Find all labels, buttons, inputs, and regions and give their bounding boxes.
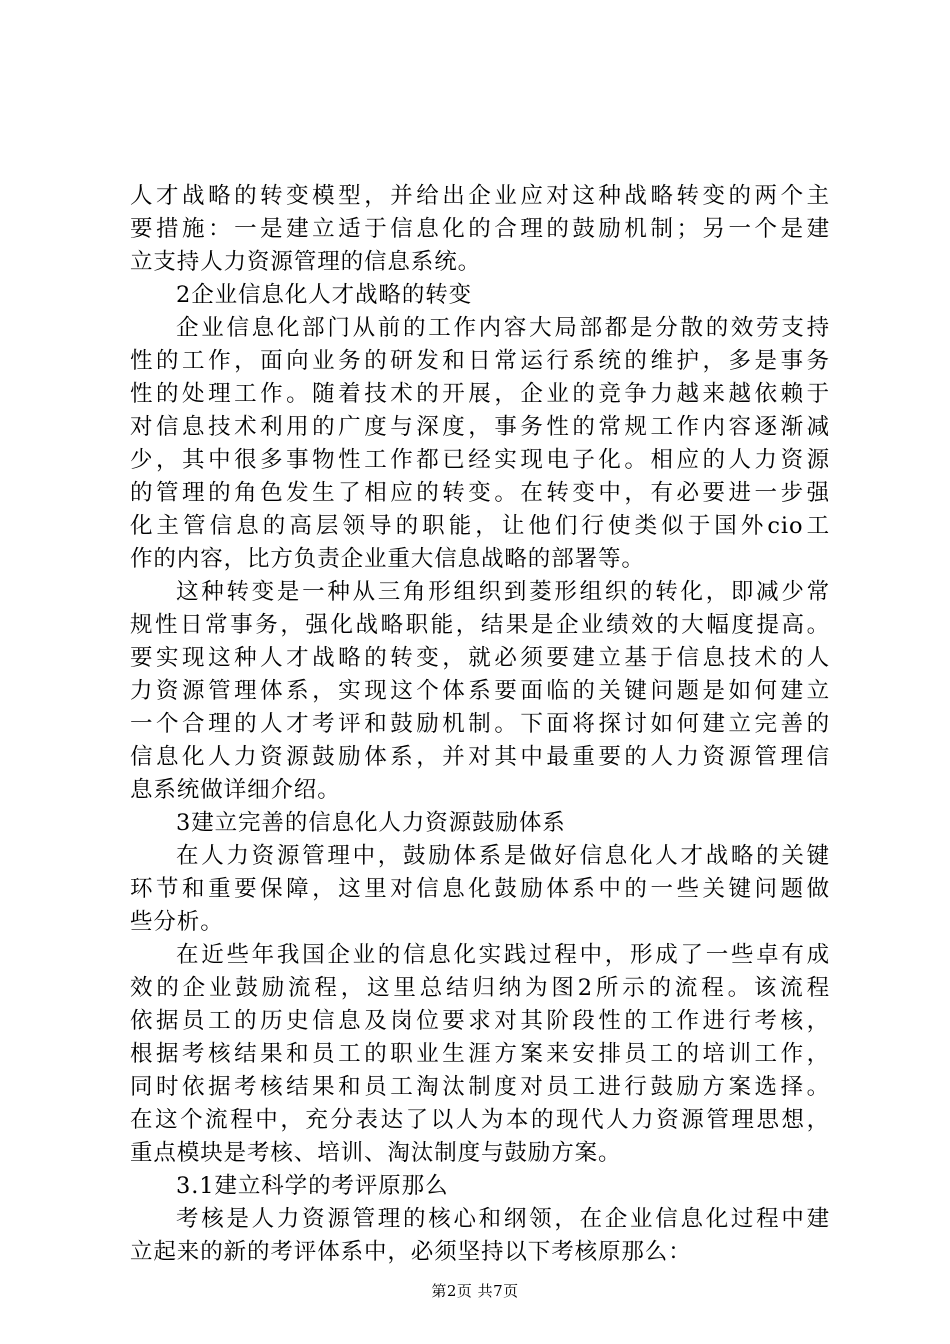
text-line: 立起来的新的考评体系中，必须坚持以下考核原那么： [130,1239,692,1265]
text-line: 力资源管理体系，实现这个体系要面临的关键问题是如何建立 [130,678,830,704]
text-line: 环节和重要保障，这里对信息化鼓励体系中的一些关键问题做 [130,876,830,902]
text-line: 依据员工的历史信息及岗位要求对其阶段性的工作进行考核， [130,1008,830,1034]
text-line: 立支持人力资源管理的信息系统。 [130,249,482,275]
text-line: 少，其中很多事物性工作都已经实现电子化。相应的人力资源 [130,447,830,473]
text-line: 些分析。 [130,909,224,935]
text-line: 在近些年我国企业的信息化实践过程中，形成了一些卓有成 [176,942,830,968]
page-footer [0,1281,950,1301]
text-line: 要实现这种人才战略的转变，就必须要建立基于信息技术的人 [130,645,830,671]
text-line: 考核是人力资源管理的核心和纲领，在企业信息化过程中建 [176,1206,830,1232]
text-line: 性的工作，面向业务的研发和日常运行系统的维护，多是事务 [130,348,830,374]
text-line: 在这个流程中，充分表达了以人为本的现代人力资源管理思想， [130,1107,830,1133]
text-line: 性的处理工作。随着技术的开展，企业的竞争力越来越依赖于 [130,381,830,407]
text-line: 息系统做详细介绍。 [130,777,341,803]
text-line: 根据考核结果和员工的职业生涯方案来安排员工的培训工作， [130,1041,830,1067]
section-heading: 2企业信息化人才战略的转变 [176,282,473,308]
section-heading: 3建立完善的信息化人力资源鼓励体系 [176,810,566,836]
subsection-heading: 3.1建立科学的考评原那么 [176,1173,449,1199]
text-line: 在人力资源管理中，鼓励体系是做好信息化人才战略的关键 [176,843,830,869]
text-line: 企业信息化部门从前的工作内容大局部都是分散的效劳支持 [176,315,830,341]
document-body [130,180,830,1269]
text-line: 一个合理的人才考评和鼓励机制。下面将探讨如何建立完善的 [130,711,830,737]
text-line: 重点模块是考核、培训、淘汰制度与鼓励方案。 [130,1140,622,1166]
text-line: 要措施：一是建立适于信息化的合理的鼓励机制；另一个是建 [130,216,830,242]
text-line: 效的企业鼓励流程，这里总结归纳为图2所示的流程。该流程 [130,975,830,1001]
text-line: 的管理的角色发生了相应的转变。在转变中，有必要进一步强 [130,480,830,506]
text-line: 作的内容，比方负责企业重大信息战略的部署等。 [130,546,645,572]
text-line: 对信息技术利用的广度与深度，事务性的常规工作内容逐渐减 [130,414,830,440]
text-line: 同时依据考核结果和员工淘汰制度对员工进行鼓励方案选择。 [130,1074,830,1100]
text-line: 规性日常事务，强化战略职能，结果是企业绩效的大幅度提高。 [130,612,830,638]
text-line: 化主管信息的高层领导的职能，让他们行使类似于国外cio工 [130,513,830,539]
text-line: 这种转变是一种从三角形组织到菱形组织的转化，即减少常 [176,579,830,605]
page-number-label: 第2页 共7页 [431,1282,519,1300]
text-line: 人才战略的转变模型，并给出企业应对这种战略转变的两个主 [130,183,830,209]
text-line: 信息化人力资源鼓励体系，并对其中最重要的人力资源管理信 [130,744,830,770]
